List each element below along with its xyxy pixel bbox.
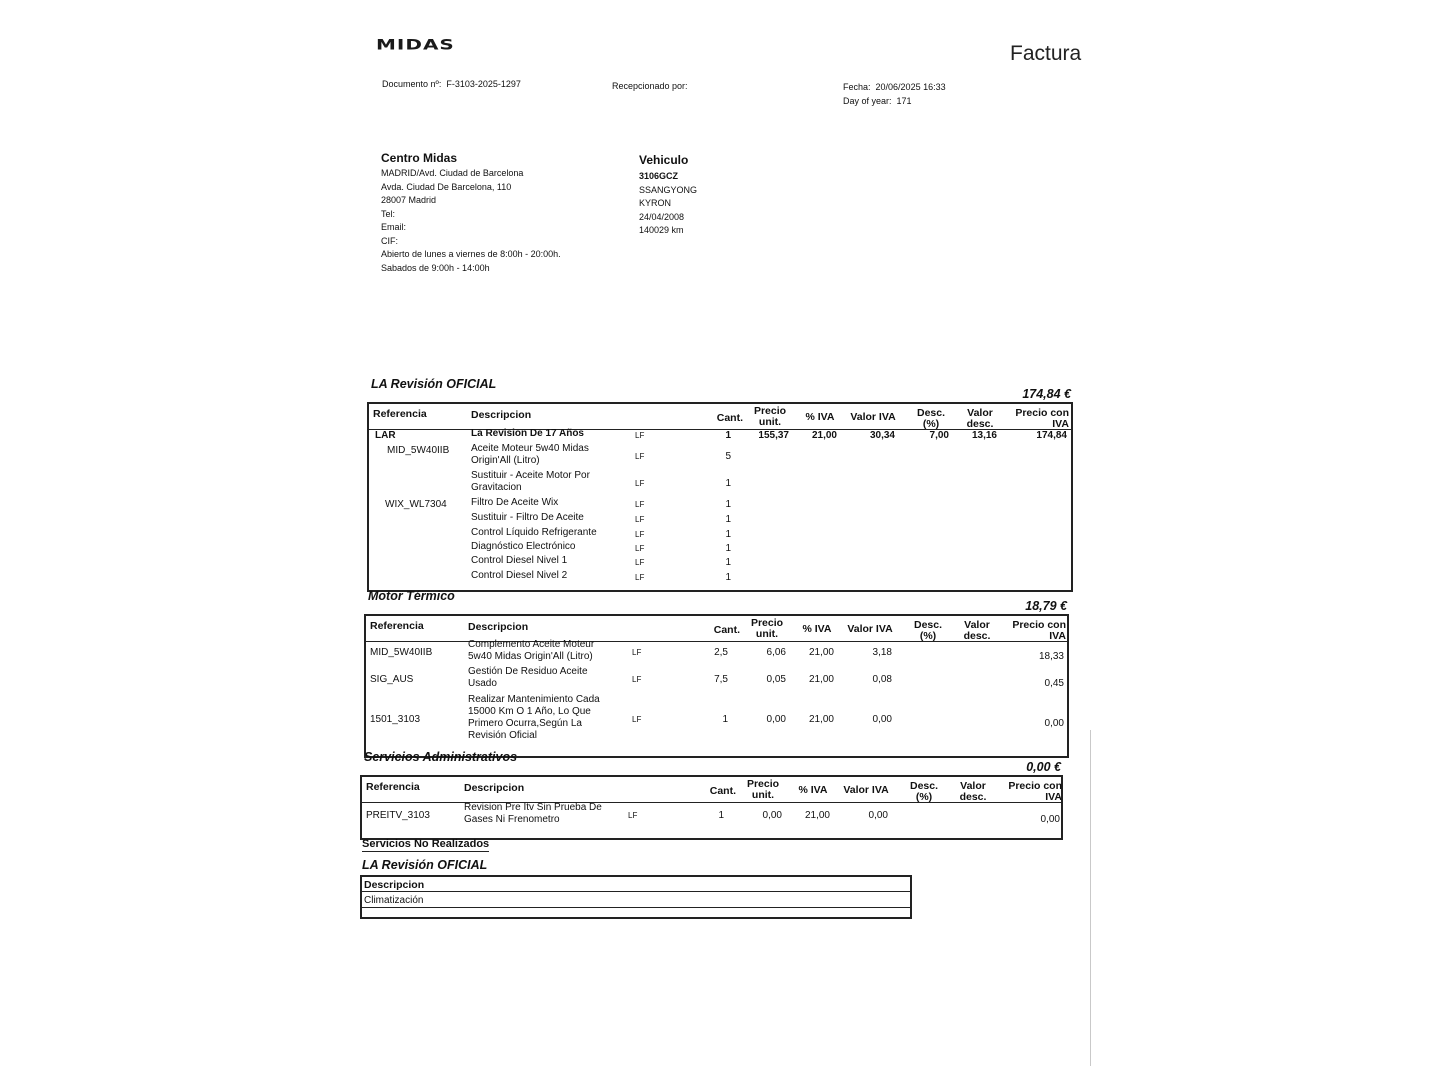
row-desc-line: Control Líquido Refrigerante <box>471 527 597 538</box>
row-cant: 1 <box>725 557 731 568</box>
row-cant: 1 <box>725 514 731 525</box>
col-piva-line2: IVA <box>1049 630 1066 642</box>
vehiculo-details <box>639 184 697 238</box>
row-iva: 21,00 <box>808 647 834 658</box>
section-title: Motor Térmico <box>368 589 455 603</box>
row-cant: 1 <box>725 572 731 583</box>
col-piva-line1: Precio con <box>1008 780 1062 792</box>
recepcionado-label: Recepcionado por: <box>612 81 688 91</box>
row-desc-line: Sustituir - Filtro De Aceite <box>471 512 584 523</box>
vehiculo-line: SSANGYONG <box>639 184 698 195</box>
row-precio: 155,37 <box>758 430 789 441</box>
col-descripcion: Descripcion <box>471 409 532 421</box>
row-cant: 1 <box>722 714 728 725</box>
row-desc-line: Control Diesel Nivel 2 <box>471 570 568 581</box>
col-precio-line1: Precio <box>750 617 784 629</box>
col-vdesc-line2: desc. <box>963 630 991 642</box>
row-descripcion <box>468 666 628 690</box>
row-lf: LF <box>635 431 645 440</box>
col-precio-line1: Precio <box>746 778 780 790</box>
documento-number: Documento nº: F-3103-2025-1297 <box>382 79 521 89</box>
col-descripcion: Descripcion <box>468 621 529 633</box>
row-lf: LF <box>635 452 645 461</box>
vehiculo-title: Vehiculo <box>639 153 689 167</box>
row-desc-line: Origin'All (Litro) <box>471 455 540 466</box>
row-precio: 0,05 <box>766 674 786 685</box>
row-descp: 7,00 <box>929 430 949 441</box>
col-vdesc-line2: desc. <box>959 791 987 803</box>
col-precio-line1: Precio <box>753 405 787 417</box>
invoice-table <box>364 614 1069 758</box>
scan-edge <box>1090 730 1091 1066</box>
row-divider <box>362 907 910 908</box>
fecha: Fecha: 20/06/2025 16:33 <box>843 82 946 92</box>
col-vdesc-line1: Valor <box>967 407 993 419</box>
col-cant: Cant. <box>713 624 740 636</box>
col-valor-iva: Valor IVA <box>847 623 893 635</box>
col-referencia: Referencia <box>366 781 420 793</box>
row-desc-line: La Revision De 17 Años <box>471 428 584 439</box>
row-descripcion <box>464 802 624 826</box>
col-referencia: Referencia <box>373 408 427 420</box>
col-valor-iva: Valor IVA <box>850 411 896 423</box>
row-precio: 0,00 <box>766 714 786 725</box>
row-referencia: WIX_WL7304 <box>385 499 447 510</box>
row-lf: LF <box>635 530 645 539</box>
row-lf: LF <box>635 500 645 509</box>
col-iva: % IVA <box>798 784 828 796</box>
row-descripcion <box>471 570 631 582</box>
row-precio-iva: 18,33 <box>1038 651 1064 662</box>
col-valor-desc <box>956 620 998 642</box>
row-lf: LF <box>628 811 638 820</box>
col-iva: % IVA <box>805 411 835 423</box>
row-desc-line: Gases Ni Frenometro <box>464 814 560 825</box>
centro-line: CIF: <box>381 235 398 246</box>
section-total: 174,84 € <box>1022 387 1071 401</box>
centro-line: MADRID/Avd. Ciudad de Barcelona <box>381 168 524 178</box>
col-descripcion: Descripcion <box>464 782 525 794</box>
row-referencia: MID_5W40IIB <box>370 647 433 658</box>
centro-line: 28007 Madrid <box>381 195 437 205</box>
row-descripcion <box>471 541 631 553</box>
col-cant: Cant. <box>716 412 743 424</box>
row-valor-iva: 30,34 <box>869 430 895 441</box>
col-precio-line2: unit. <box>758 416 782 428</box>
no-realizados-table <box>360 875 912 919</box>
col-piva-line2: IVA <box>1052 418 1069 430</box>
row-desc-line: Primero Ocurra,Según La <box>468 718 582 729</box>
row-descripcion <box>471 512 631 524</box>
row-cant: 1 <box>725 543 731 554</box>
vehiculo-plate: 3106GCZ <box>639 171 679 181</box>
row-valor-desc: 13,16 <box>971 430 997 441</box>
col-precio-con-iva <box>1000 781 1062 803</box>
row-precio: 6,06 <box>766 647 786 658</box>
no-realizados-title: Servicios No Realizados <box>362 838 490 850</box>
document-title: Factura <box>1010 42 1082 65</box>
centro-line: Avda. Ciudad De Barcelona, 110 <box>381 181 512 192</box>
col-precio-unit <box>744 618 790 640</box>
col-precio-con-iva <box>1004 620 1066 642</box>
centro-line: Abierto de lunes a viernes de 8:00h - 20:00h. <box>381 249 561 259</box>
no-realizados-subtitle: LA Revisión OFICIAL <box>362 858 488 872</box>
row-valor-iva: 3,18 <box>872 647 892 658</box>
row-valor-iva: 0,00 <box>872 714 892 725</box>
row-iva: 21,00 <box>808 674 834 685</box>
row-descripcion <box>468 694 628 742</box>
col-desc-pct <box>902 781 946 803</box>
row-desc-line: Usado <box>468 678 497 689</box>
row-desc-line: Control Diesel Nivel 1 <box>471 555 568 566</box>
col-valor-desc <box>952 781 994 803</box>
centro-line: Email: <box>381 222 407 232</box>
row-descripcion <box>471 470 631 494</box>
col-desc-line2: (%) <box>922 418 940 430</box>
centro-block <box>381 151 561 275</box>
vehiculo-line: 24/04/2008 <box>639 211 685 222</box>
row-lf: LF <box>635 515 645 524</box>
row-cant: 7,5 <box>714 674 728 685</box>
col-vdesc-line2: desc. <box>966 418 994 430</box>
col-desc-line2: (%) <box>915 791 933 803</box>
section-title: Servicios Administrativos <box>364 750 518 764</box>
row-cant: 1 <box>725 478 731 489</box>
row-desc-line: Complemento Aceite Moteur <box>468 639 595 650</box>
section-total: 18,79 € <box>1025 599 1067 613</box>
row-lf: LF <box>635 479 645 488</box>
row-desc-line: Gestión De Residuo Aceite <box>468 666 588 677</box>
col-precio-con-iva <box>1007 408 1069 430</box>
col-precio-unit <box>740 779 786 801</box>
col-desc-line1: Desc. <box>916 407 946 419</box>
row-descripcion <box>468 639 628 663</box>
row-desc-line: Sustituir - Aceite Motor Por <box>471 470 590 481</box>
col-precio-unit <box>747 406 793 428</box>
col-referencia: Referencia <box>370 620 424 632</box>
row-precio-iva: 174,84 <box>1036 430 1067 441</box>
row-iva: 21,00 <box>808 714 834 725</box>
row-cant: 1 <box>725 499 731 510</box>
row-cant: 1 <box>718 810 724 821</box>
row-cant: 5 <box>725 451 731 462</box>
col-desc-pct <box>909 408 953 430</box>
row-desc-line: Revision Pre Itv Sin Prueba De <box>464 802 602 813</box>
row-lf: LF <box>635 544 645 553</box>
row-cant: 1 <box>725 430 731 441</box>
col-cant: Cant. <box>709 785 736 797</box>
row-descripcion <box>471 443 631 467</box>
row-desc-line: Realizar Mantenimiento Cada <box>468 694 600 705</box>
row-iva: 21,00 <box>811 430 837 441</box>
col-desc-line1: Desc. <box>909 780 939 792</box>
col-piva-line1: Precio con <box>1015 407 1069 419</box>
row-descripcion <box>471 527 631 539</box>
centro-title: Centro Midas <box>381 151 458 165</box>
centro-address <box>381 167 561 275</box>
centro-line: Sabados de 9:00h - 14:00h <box>381 262 490 273</box>
row-referencia: SIG_AUS <box>370 674 414 685</box>
col-precio-line2: unit. <box>751 789 775 801</box>
row-lf: LF <box>632 715 642 724</box>
row-precio-iva: 0,00 <box>1040 814 1060 825</box>
no-realizado-item: Climatización <box>364 895 424 906</box>
row-cant: 2,5 <box>714 647 728 658</box>
row-desc-line: Revisión Oficial <box>468 730 537 741</box>
row-desc-line: Diagnóstico Electrónico <box>471 541 576 552</box>
row-valor-iva: 0,08 <box>872 674 892 685</box>
vehiculo-block <box>639 153 697 238</box>
col-piva-line1: Precio con <box>1012 619 1066 631</box>
row-descripcion <box>471 555 631 567</box>
row-referencia: PREITV_3103 <box>366 810 430 821</box>
row-lf: LF <box>632 648 642 657</box>
col-desc-line1: Desc. <box>913 619 943 631</box>
row-referencia: 1501_3103 <box>370 714 421 725</box>
row-desc-line: Filtro De Aceite Wix <box>471 497 559 508</box>
midas-logo: MIDAS <box>376 36 455 53</box>
row-precio-iva: 0,45 <box>1044 678 1064 689</box>
row-valor-iva: 0,00 <box>868 810 888 821</box>
col-precio-line2: unit. <box>755 628 779 640</box>
vehiculo-line: 140029 km <box>639 225 684 235</box>
row-cant: 1 <box>725 529 731 540</box>
col-piva-line2: IVA <box>1045 791 1062 803</box>
row-desc-line: Gravitacion <box>471 482 522 493</box>
row-referencia: MID_5W40IIB <box>387 445 450 456</box>
centro-line: Tel: <box>381 208 396 219</box>
section-title: LA Revisión OFICIAL <box>371 377 497 391</box>
col-desc-pct <box>906 620 950 642</box>
section-total: 0,00 € <box>1026 760 1061 774</box>
col-vdesc-line1: Valor <box>964 619 990 631</box>
row-precio-iva: 0,00 <box>1044 718 1064 729</box>
invoice-table <box>367 402 1073 592</box>
row-lf: LF <box>635 558 645 567</box>
col-desc-line2: (%) <box>919 630 937 642</box>
col-valor-iva: Valor IVA <box>843 784 889 796</box>
row-descripcion <box>471 428 631 440</box>
row-iva: 21,00 <box>804 810 830 821</box>
row-desc-line: Aceite Moteur 5w40 Midas <box>471 443 589 454</box>
row-lf: LF <box>635 573 645 582</box>
row-precio: 0,00 <box>762 810 782 821</box>
invoice-table <box>360 775 1063 840</box>
day-of-year: Day of year: 171 <box>843 96 912 106</box>
row-descripcion <box>471 497 631 509</box>
no-realizados-header: Descripcion <box>364 879 425 891</box>
col-vdesc-line1: Valor <box>960 780 986 792</box>
vehiculo-line: KYRON <box>639 198 672 208</box>
col-valor-desc <box>959 408 1001 430</box>
row-desc-line: 15000 Km O 1 Año, Lo Que <box>468 706 591 717</box>
col-iva: % IVA <box>802 623 832 635</box>
row-desc-line: 5w40 Midas Origin'All (Litro) <box>468 651 593 662</box>
row-lf: LF <box>632 675 642 684</box>
row-referencia: LAR <box>375 430 396 441</box>
